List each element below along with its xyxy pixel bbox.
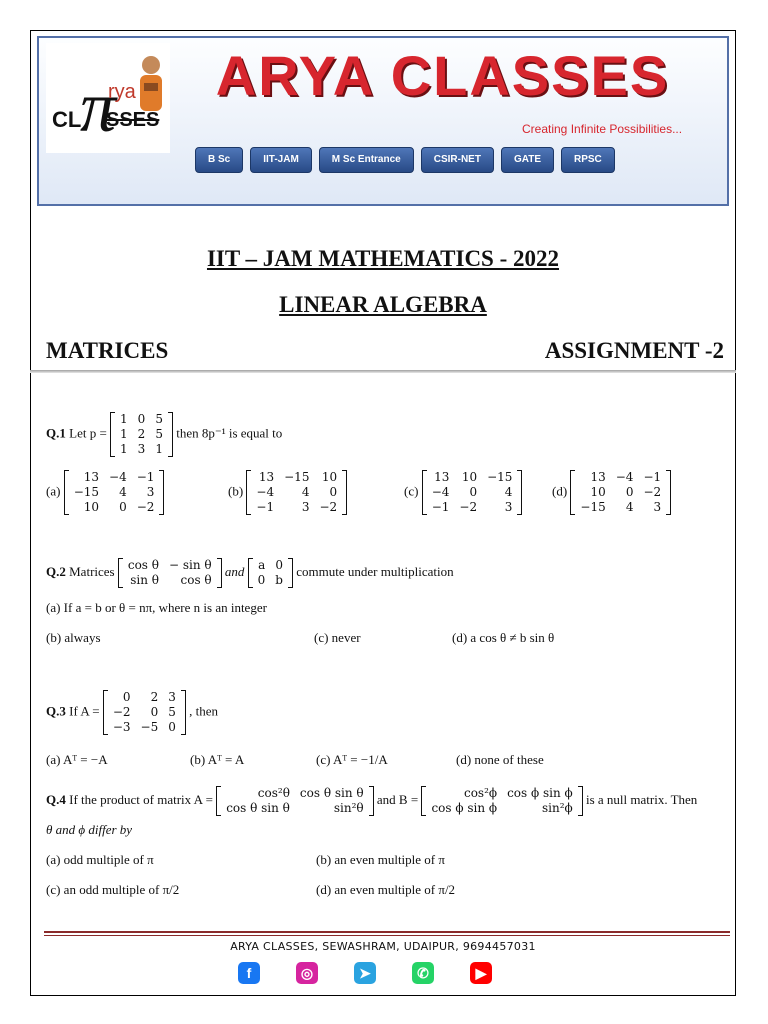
matrix xyxy=(248,558,293,588)
matrix-cell: 13 xyxy=(590,470,606,484)
question-stem: If A = xyxy=(69,703,100,719)
youtube-icon[interactable]: ▶ xyxy=(470,962,492,984)
matrix xyxy=(110,412,173,457)
logo-prefix: CL xyxy=(52,107,82,132)
matrix-cell: 0 xyxy=(137,412,146,426)
question-stem: and xyxy=(224,563,245,579)
matrix-cell: −4 xyxy=(431,485,450,499)
matrix-cell: 10 xyxy=(321,470,338,484)
question-stem: and B = xyxy=(376,791,419,807)
nav-msc-button[interactable]: M Sc Entrance xyxy=(319,147,414,173)
matrix-cell: 0 xyxy=(329,485,338,499)
question-stem: commute under multiplication xyxy=(296,563,454,579)
header-divider xyxy=(30,370,736,373)
matrix-cell: cos ϕ sin ϕ xyxy=(507,786,573,800)
matrix-table xyxy=(427,470,518,515)
matrix-table xyxy=(221,786,368,816)
matrix-cell: 0 xyxy=(257,573,266,587)
q1-option-d[interactable] xyxy=(552,470,671,515)
matrix-cell: −4 xyxy=(109,470,127,484)
matrix-cell: −15 xyxy=(487,470,513,484)
matrix xyxy=(570,470,671,515)
matrix xyxy=(118,558,222,588)
matrix-cell: 3 xyxy=(504,500,513,514)
matrix-cell: −2 xyxy=(643,485,662,499)
matrix-cell: 3 xyxy=(168,690,176,704)
brand-title: ARYA CLASSES xyxy=(215,44,670,107)
matrix-cell: cos θ xyxy=(127,558,160,572)
matrix-cell: −3 xyxy=(112,720,131,734)
matrix-table xyxy=(426,786,577,816)
matrix-cell: 13 xyxy=(434,470,450,484)
social-links xyxy=(238,962,492,984)
matrix xyxy=(64,470,165,515)
q1-option-c[interactable] xyxy=(404,470,522,515)
logo-pi: π xyxy=(80,67,117,147)
q4-option-b[interactable]: (b) an even multiple of π xyxy=(316,852,445,867)
option-label: (c) xyxy=(404,483,419,499)
matrix-cell: 1 xyxy=(155,442,163,456)
matrix-cell: cos²ϕ xyxy=(463,786,498,800)
footer-address: ARYA CLASSES, SEWASHRAM, UDAIPUR, 9694457031 xyxy=(230,940,536,953)
matrix-cell: sin θ xyxy=(130,573,160,587)
footer-rule xyxy=(44,935,730,936)
matrix-cell: 4 xyxy=(301,485,310,499)
matrix-cell: cos θ sin θ xyxy=(226,801,290,815)
matrix-table xyxy=(108,690,181,735)
matrix-cell: −15 xyxy=(73,485,100,499)
whatsapp-icon[interactable]: ✆ xyxy=(412,962,434,984)
matrix-cell: 4 xyxy=(119,485,127,499)
matrix-cell: 3 xyxy=(146,485,155,499)
question-1 xyxy=(46,412,282,457)
matrix-cell: −4 xyxy=(256,485,275,499)
matrix-cell: 5 xyxy=(155,412,163,426)
topic-title: MATRICES xyxy=(46,338,169,363)
q4-option-d[interactable]: (d) an even multiple of π/2 xyxy=(316,882,456,897)
subject-title: LINEAR ALGEBRA xyxy=(279,292,487,317)
matrix xyxy=(103,690,186,735)
logo-suffix: SSES xyxy=(106,109,160,131)
matrix-cell: cos²θ xyxy=(257,786,290,800)
matrix-cell: 1 xyxy=(120,427,128,441)
question-3 xyxy=(46,690,218,735)
matrix-cell: −1 xyxy=(431,500,450,514)
question-4 xyxy=(46,786,697,816)
matrix-cell: 2 xyxy=(137,427,146,441)
matrix-cell: 10 xyxy=(590,485,606,499)
q3-option-d[interactable]: (d) none of these xyxy=(456,752,544,767)
question-stem: If the product of matrix A = xyxy=(69,791,213,807)
matrix-cell: 1 xyxy=(120,412,128,426)
option-label: (b) xyxy=(228,483,244,499)
matrix-cell: b xyxy=(275,573,283,587)
option-label: (a) xyxy=(46,483,61,499)
matrix xyxy=(246,470,347,515)
nav-iitjam-button[interactable]: IIT-JAM xyxy=(250,147,312,173)
option-label: (d) xyxy=(552,483,568,499)
matrix-cell: 2 xyxy=(150,690,159,704)
matrix-cell: 10 xyxy=(461,470,478,484)
q1-option-b[interactable] xyxy=(228,470,347,515)
q2-option-a[interactable]: (a) If a = b or θ = nπ, where n is an integer xyxy=(46,600,267,615)
question-number: Q.4 xyxy=(46,791,66,807)
matrix-cell: cos θ xyxy=(180,573,212,587)
matrix-cell: −4 xyxy=(615,470,634,484)
instagram-icon[interactable]: ◎ xyxy=(296,962,318,984)
tagline: Creating Infinite Possibilities... xyxy=(522,122,683,136)
matrix-table xyxy=(251,470,342,515)
q2-option-b[interactable]: (b) always xyxy=(46,630,101,645)
telegram-icon[interactable]: ➤ xyxy=(354,962,376,984)
matrix-cell: 0 xyxy=(150,705,159,719)
question-stem: then 8p⁻¹ is equal to xyxy=(176,425,283,441)
q4-option-c[interactable]: (c) an odd multiple of π/2 xyxy=(46,882,180,897)
logo xyxy=(46,43,170,153)
matrix-cell: −1 xyxy=(136,470,155,484)
matrix xyxy=(216,786,373,816)
matrix-cell: −1 xyxy=(256,500,275,514)
matrix-cell: 0 xyxy=(122,690,131,704)
q2-option-c[interactable]: (c) never xyxy=(314,630,361,645)
footer-rule xyxy=(44,931,730,933)
question-2 xyxy=(46,558,454,588)
facebook-icon[interactable]: f xyxy=(238,962,260,984)
matrix-cell: a xyxy=(258,558,266,572)
matrix-cell: 3 xyxy=(137,442,146,456)
matrix-cell: 5 xyxy=(155,427,163,441)
nav-bsc-button[interactable]: B Sc xyxy=(195,147,243,173)
matrix-cell: 5 xyxy=(168,705,176,719)
q3-option-a[interactable]: (a) Aᵀ = −A xyxy=(46,752,108,767)
matrix-cell: 0 xyxy=(168,720,176,734)
matrix-cell: 4 xyxy=(625,500,634,514)
question-number: Q.3 xyxy=(46,703,66,719)
nav-rpsc-button[interactable]: RPSC xyxy=(561,147,615,173)
matrix xyxy=(421,786,582,816)
q1-option-a[interactable] xyxy=(46,470,164,515)
sage-icon xyxy=(134,53,168,115)
matrix-cell: cos θ sin θ xyxy=(299,786,364,800)
assignment-title: ASSIGNMENT -2 xyxy=(544,338,724,363)
matrix-cell: −2 xyxy=(136,500,155,514)
matrix-table xyxy=(253,558,288,588)
matrix-cell: −15 xyxy=(284,470,310,484)
matrix-cell: −1 xyxy=(643,470,662,484)
matrix-cell: −2 xyxy=(112,705,131,719)
matrix-cell: 3 xyxy=(653,500,662,514)
matrix-cell: 0 xyxy=(469,485,478,499)
matrix-table xyxy=(115,412,168,457)
q2-option-d[interactable]: (d) a cos θ ≠ b sin θ xyxy=(452,630,555,645)
matrix-cell: 0 xyxy=(625,485,634,499)
matrix-table xyxy=(69,470,160,515)
matrix-table xyxy=(123,558,217,588)
nav-buttons xyxy=(195,147,615,173)
exam-title: IIT – JAM MATHEMATICS - 2022 xyxy=(206,246,560,271)
nav-csirnet-button[interactable]: CSIR-NET xyxy=(421,147,494,173)
matrix-cell: −15 xyxy=(580,500,606,514)
matrix-cell: 10 xyxy=(83,500,100,514)
question-number: Q.1 xyxy=(46,425,66,441)
question-4-line2: θ and ϕ differ by xyxy=(46,822,133,837)
matrix-cell: −2 xyxy=(459,500,478,514)
matrix-cell: sin²θ xyxy=(333,801,364,815)
q3-option-c[interactable]: (c) Aᵀ = −1/A xyxy=(316,752,388,767)
matrix xyxy=(422,470,523,515)
matrix-cell: 1 xyxy=(120,442,128,456)
matrix-cell: 3 xyxy=(301,500,310,514)
matrix-cell: cos ϕ sin ϕ xyxy=(431,801,498,815)
matrix-cell: − sin θ xyxy=(169,558,212,572)
matrix-cell: −2 xyxy=(319,500,338,514)
q3-option-b[interactable]: (b) Aᵀ = A xyxy=(190,752,245,767)
question-number: Q.2 xyxy=(46,563,66,579)
matrix-cell: sin²ϕ xyxy=(542,801,573,815)
matrix-cell: 0 xyxy=(119,500,127,514)
logo-rya: rya xyxy=(108,81,136,103)
nav-gate-button[interactable]: GATE xyxy=(501,147,554,173)
matrix-cell: −5 xyxy=(140,720,159,734)
question-stem: Matrices xyxy=(69,563,115,579)
question-stem: , then xyxy=(189,703,219,719)
matrix-cell: 13 xyxy=(258,470,275,484)
matrix-table xyxy=(575,470,666,515)
matrix-cell: 4 xyxy=(504,485,513,499)
q4-option-a[interactable]: (a) odd multiple of π xyxy=(46,852,154,867)
question-stem: Let p = xyxy=(69,425,107,441)
matrix-cell: 0 xyxy=(275,558,283,572)
matrix-cell: 13 xyxy=(83,470,100,484)
question-stem: is a null matrix. Then xyxy=(585,791,698,807)
